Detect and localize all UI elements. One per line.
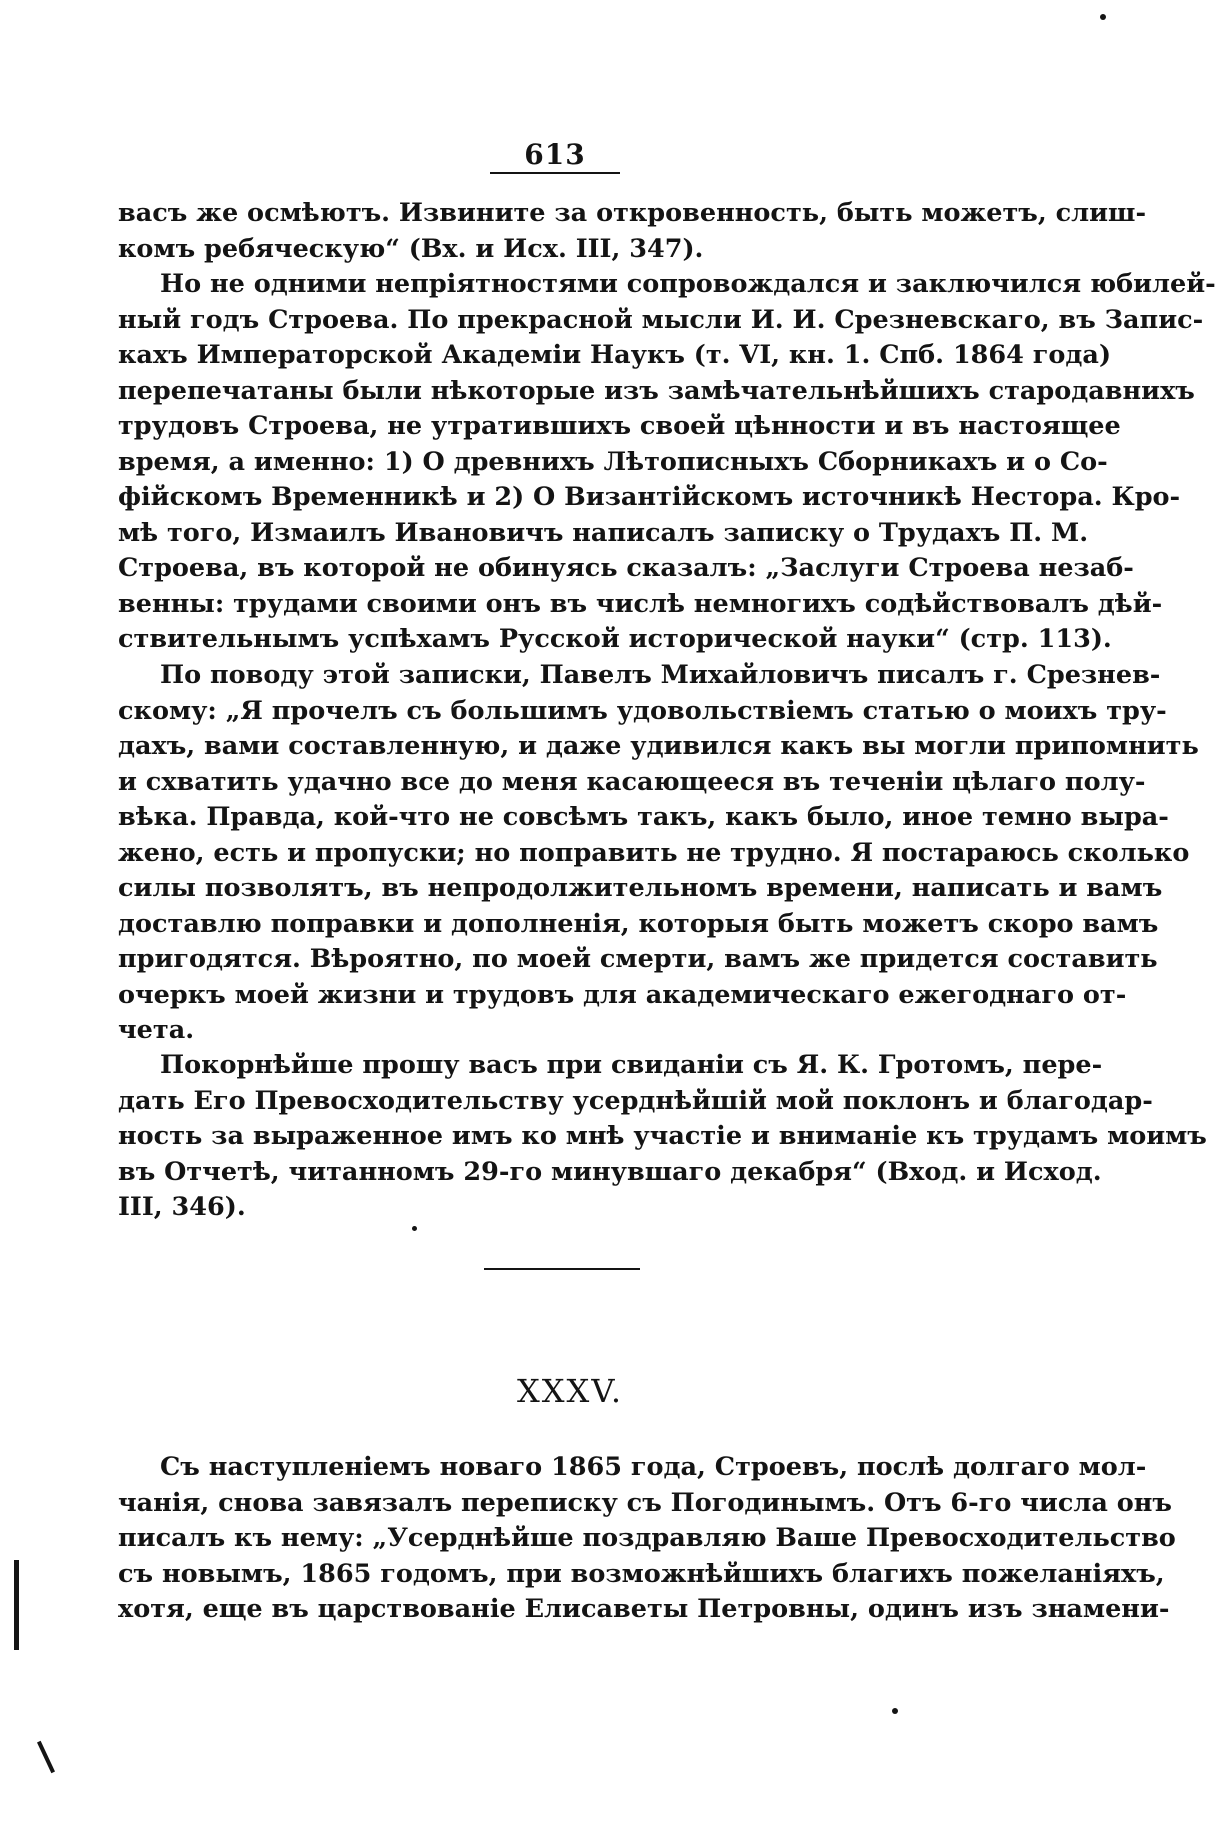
text-line: дахъ, вами составленную, и даже удивился какъ вы могли припомнить (118, 731, 1199, 761)
paragraph-2 (118, 267, 1216, 658)
scan-speck (412, 1226, 417, 1231)
text-line: писалъ къ нему: „Усерднѣйше поздравляю Ваше Превосходительство (118, 1523, 1176, 1553)
text-line: трудовъ Строева, не утратившихъ своей цѣнности и въ настоящее (118, 411, 1121, 441)
text-line: Строева, въ которой не обинуясь сказалъ: „Заслуги Строева незаб- (118, 553, 1134, 583)
text-line: Съ наступленіемъ новаго 1865 года, Строевъ, послѣ долгаго мол- (160, 1452, 1147, 1482)
text-line: и схватить удачно все до меня касающееся въ теченіи цѣлаго полу- (118, 766, 1146, 797)
section-divider (484, 1268, 640, 1270)
text-line: венны: трудами своими онъ въ числѣ немногихъ содѣйствовалъ дѣй- (118, 588, 1163, 619)
text-line: комъ ребяческую“ (Вх. и Исх. III, 347). (118, 233, 704, 264)
text-line: жено, есть и пропуски; но поправить не трудно. Я постараюсь сколько (118, 837, 1190, 868)
text-line: въ Отчетѣ, читанномъ 29-го минувшаго декабря“ (Вход. и Исход. (118, 1156, 1102, 1187)
text-line: ный годъ Строева. По прекрасной мысли И. И. Срезневскаго, въ Запис- (118, 304, 1204, 335)
text-line: силы позволятъ, въ непродолжительномъ времени, написать и вамъ (118, 873, 1163, 903)
text-line: ствительнымъ успѣхамъ Русской исторической науки“ (стр. 113). (118, 624, 1112, 654)
scan-speck (892, 1708, 898, 1714)
margin-mark (14, 1560, 19, 1650)
text-line: Покорнѣйше прошу васъ при свиданіи съ Я. К. Гротомъ, пере- (160, 1050, 1103, 1080)
paragraph-5 (118, 1450, 1176, 1628)
text-line: хотя, еще въ царствованіе Елисаветы Петровны, одинъ изъ знамени- (118, 1594, 1170, 1624)
text-line: доставлю поправки и дополненія, которыя быть можетъ скоро вамъ (118, 908, 1159, 939)
text-line: ность за выраженное имъ ко мнѣ участіе и вниманіе къ трудамъ моимъ (118, 1121, 1207, 1151)
page-number-rule (490, 172, 620, 174)
text-line: чета. (118, 1015, 195, 1045)
text-line: очеркъ моей жизни и трудовъ для академическаго ежегоднаго от- (118, 979, 1127, 1010)
text-line: Но не одними непріятностями сопровождался и заключился юбилей- (160, 269, 1216, 299)
scan-speck (1100, 14, 1106, 20)
text-line: фійскомъ Временникѣ и 2) О Византійскомъ источникѣ Нестора. Кро- (118, 482, 1181, 512)
text-line: дать Его Превосходительству усерднѣйшій мой поклонъ и благодар- (118, 1085, 1153, 1116)
paragraph-4 (118, 1048, 1207, 1226)
text-line: пригодятся. Вѣроятно, по моей смерти, вамъ же придется составить (118, 944, 1158, 974)
text-line: скому: „Я прочелъ съ большимъ удовольствіемъ статью о моихъ тру- (118, 695, 1167, 726)
paragraph-3 (118, 658, 1199, 1049)
text-line: вѣка. Правда, кой-что не совсѣмъ такъ, какъ было, иное темно выра- (118, 802, 1169, 832)
chapter-heading: XXXV. (516, 1372, 624, 1410)
text-line: кахъ Императорской Академіи Наукъ (т. VI, кн. 1. Спб. 1864 года) (118, 340, 1112, 370)
text-line: перепечатаны были нѣкоторые изъ замѣчательнѣйшихъ стародавнихъ (118, 375, 1195, 406)
text-line: съ новымъ, 1865 годомъ, при возможнѣйшихъ благихъ пожеланіяхъ, (118, 1558, 1165, 1589)
text-line: По поводу этой записки, Павелъ Михайловичъ писалъ г. Срезнев- (160, 660, 1161, 690)
text-line: мѣ того, Измаилъ Ивановичъ написалъ записку о Трудахъ П. М. (118, 517, 1089, 548)
text-line: чанія, снова завязалъ переписку съ Погодинымъ. Отъ 6-го числа онъ (118, 1487, 1172, 1518)
margin-mark (37, 1741, 55, 1774)
page-number: 613 (524, 138, 586, 171)
text-line: время, а именно: 1) О древнихъ Лѣтописныхъ Сборникахъ и о Со- (118, 446, 1108, 477)
paragraph-1 (118, 196, 1147, 267)
text-line: васъ же осмѣютъ. Извините за откровенность, быть можетъ, слиш- (118, 198, 1147, 228)
text-line: III, 346). (118, 1192, 246, 1222)
